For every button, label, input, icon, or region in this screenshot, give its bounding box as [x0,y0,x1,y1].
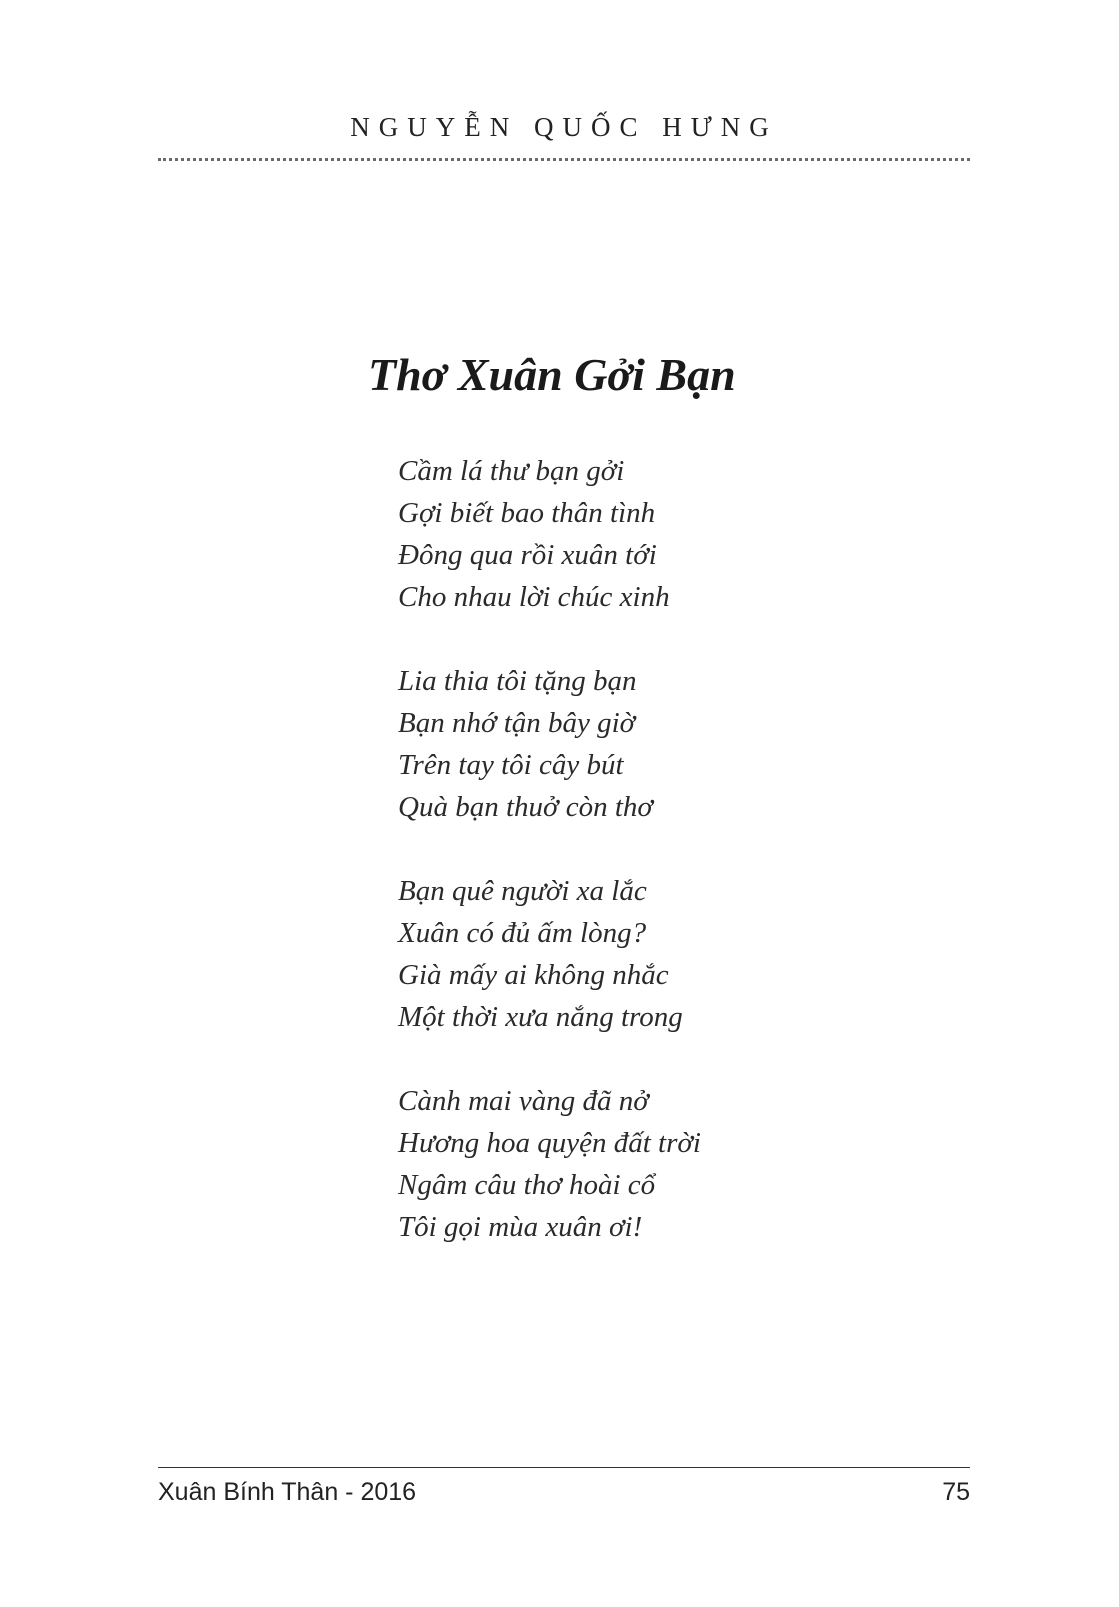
stanza-2 [398,660,701,828]
poem-line: Cầm lá thư bạn gởi [398,455,625,487]
poem-line: Bạn nhớ tận bây giờ [398,707,636,739]
stanza-1 [398,450,701,618]
page-number: 75 [942,1478,970,1506]
poem-line: Già mấy ai không nhắc [398,959,669,991]
poem-title: Thơ Xuân Gởi Bạn [368,349,736,400]
poem-line: Hương hoa quyện đất trời [398,1127,701,1159]
poem-line: Cành mai vàng đã nở [398,1085,649,1117]
running-header-author: NGUYỄN QUỐC HƯNG [350,112,778,142]
poem-line: Cho nhau lời chúc xinh [398,581,670,613]
poem-line: Xuân có đủ ấm lòng? [398,917,647,949]
poem-line: Tôi gọi mùa xuân ơi! [398,1211,643,1243]
poem-body [398,450,701,1290]
poem-line: Trên tay tôi cây bút [398,749,624,781]
footer-publication: Xuân Bính Thân - 2016 [158,1478,417,1506]
header-divider [158,158,970,161]
poem-line: Lia thia tôi tặng bạn [398,665,637,697]
poem-line: Một thời xưa nắng trong [398,1001,683,1033]
stanza-3 [398,870,701,1038]
poem-line: Gợi biết bao thân tình [398,497,656,529]
poem-line: Ngâm câu thơ hoài cổ [398,1169,656,1201]
poem-line: Quà bạn thuở còn thơ [398,791,653,823]
footer-divider [158,1467,970,1468]
stanza-4 [398,1080,701,1248]
poem-line: Bạn quê người xa lắc [398,875,647,907]
poem-line: Đông qua rồi xuân tới [398,539,657,571]
